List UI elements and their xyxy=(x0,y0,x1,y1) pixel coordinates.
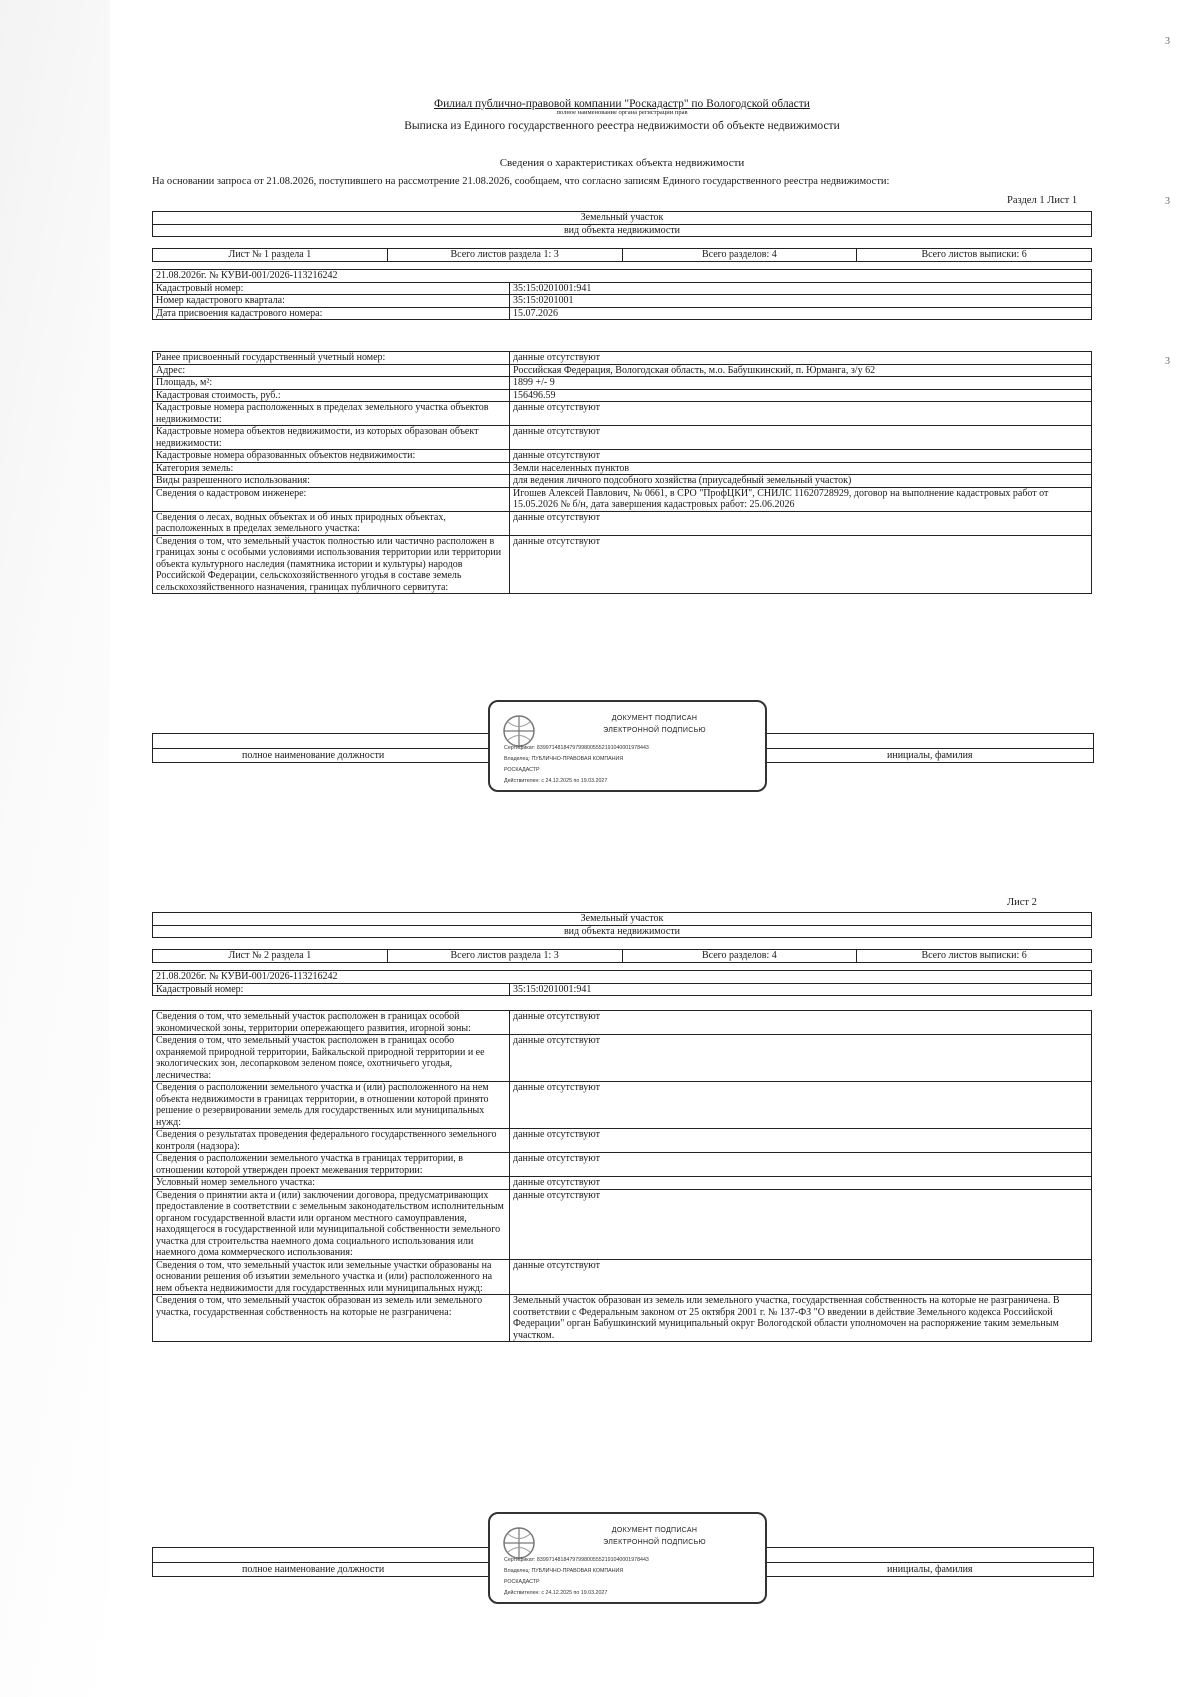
table-row: Сведения о расположении земельного участка в границах территории, в отношении которой утвержден проект межевания территории: данные отсутствуют xyxy=(153,1153,1092,1177)
stamp-cert: Сертификат: 83997148184797998005552191040001978443 xyxy=(504,1557,649,1563)
object-type: Земельный участок xyxy=(153,913,1092,926)
characteristics-table-2 xyxy=(152,1010,1092,1342)
stamp-line1: ДОКУМЕНТ ПОДПИСАН xyxy=(611,715,698,722)
stamp-line2: ЭЛЕКТРОННОЙ ПОДПИСЬЮ xyxy=(603,727,706,734)
table-row: Сведения о кадастровом инженере: Игошев Алексей Павлович, № 0661, в СРО "ПрофЦКИ", СНИЛС 11620728929, договор на выполнение кадастровых работ от 15.05.2026 № б/н, дата завершения кадастровых работ: 25.06.2026 xyxy=(153,487,1092,511)
table-row: Категория земель: Земли населенных пунктов xyxy=(153,462,1092,475)
table-row: Номер кадастрового квартала: 35:15:0201001 xyxy=(153,295,1092,308)
object-type: Земельный участок xyxy=(153,212,1092,225)
table-row: Условный номер земельного участка: данные отсутствуют xyxy=(153,1177,1092,1190)
table-row: Сведения о том, что земельный участок образован из земель или земельного участка, государственная собственность на которые не разграничена: Земельный участок образован из земель или земельного участка, государственная собственность на которые не разграничена. В соответствии с Федеральным законом от 25 октября 2001 г. № 137-ФЗ "О введении в действие Земельного кодекса Российской Федерации" орган Бабушкинский муниципальный округ Вологодской области уполномочен на распоряжение таким земельным участком. xyxy=(153,1295,1092,1342)
sections-total: Всего разделов: 4 xyxy=(622,950,857,963)
identifiers-table-2 xyxy=(152,970,1092,996)
scan-edge-shadow xyxy=(0,0,110,1697)
request-basis: На основании запроса от 21.08.2026, поступившего на рассмотрение 21.08.2026, сообщаем, что согласно записям Единого государственного реестра недвижимости: xyxy=(152,176,890,187)
table-row: Сведения о принятии акта и (или) заключении договора, предусматривающих предоставление в соответствии с земельным законодательством исполнительным органом государственной власти или органом местного самоуправления, находящегося в государственной или муниципальной собственности земельного участка для строительства наемного дома социального использования или наемного дома коммерческого использования: данные отсутствуют xyxy=(153,1189,1092,1259)
table-row: Кадастровая стоимость, руб.: 156496.59 xyxy=(153,389,1092,402)
object-type-table-2 xyxy=(152,912,1092,938)
sections-total: Всего разделов: 4 xyxy=(622,249,857,262)
document-title: Выписка из Единого государственного реестра недвижимости об объекте недвижимости xyxy=(404,120,840,132)
sheet-number: Лист № 2 раздела 1 xyxy=(153,950,388,963)
extract-sheets-total: Всего листов выписки: 6 xyxy=(857,950,1092,963)
table-row: Дата присвоения кадастрового номера: 15.07.2026 xyxy=(153,307,1092,320)
table-row: Ранее присвоенный государственный учетный номер: данные отсутствуют xyxy=(153,352,1092,365)
margin-mark: 3 xyxy=(1165,196,1170,207)
stamp-valid: Действителен: с 24.12.2025 по 19.03.2027 xyxy=(504,778,608,784)
document-subtitle: Сведения о характеристиках объекта недвижимости xyxy=(499,157,745,169)
roskadastr-logo-icon xyxy=(502,714,536,748)
table-row: Площадь, м²: 1899 +/- 9 xyxy=(153,377,1092,390)
table-row: Сведения о том, что земельный участок или земельные участки образованы на основании решения об изъятии земельного участка и (или) расположенного на нем объекта недвижимости для государственных или муниципальных нужд: данные отсутствуют xyxy=(153,1259,1092,1295)
table-row: Сведения о результатах проведения федерального государственного земельного контроля (надзора): данные отсутствуют xyxy=(153,1129,1092,1153)
object-type-table xyxy=(152,211,1092,237)
table-row: Кадастровый номер: 35:15:0201001:941 xyxy=(153,983,1092,996)
stamp-cert: Сертификат: 83997148184797998005552191040001978443 xyxy=(504,745,649,751)
table-row: Сведения о том, что земельный участок расположен в границах особо охраняемой природной территории, Байкальской природной территории и ее экологических зон, лесопарковом зеленом поясе, охотничьего угодья, лесничества: данные отсутствуют xyxy=(153,1035,1092,1082)
identifiers-table xyxy=(152,269,1092,320)
section-sheets-total: Всего листов раздела 1: 3 xyxy=(387,249,622,262)
stamp-line1: ДОКУМЕНТ ПОДПИСАН xyxy=(611,1527,698,1534)
stamp-owner2: РОСКАДАСТР xyxy=(504,767,540,773)
sheet-meta-table-2 xyxy=(152,949,1092,963)
sheet-label: Лист 2 xyxy=(1007,897,1037,908)
initials-caption: инициалы, фамилия xyxy=(887,1564,973,1575)
stamp-line2: ЭЛЕКТРОННОЙ ПОДПИСЬЮ xyxy=(603,1539,706,1546)
characteristics-table xyxy=(152,351,1092,594)
document-number: 21.08.2026г. № КУВИ-001/2026-113216242 xyxy=(153,971,1092,984)
initials-caption: инициалы, фамилия xyxy=(887,750,973,761)
table-row: Сведения о том, что земельный участок расположен в границах особой экономической зоны, территории опережающего развития, игорной зоны: данные отсутствуют xyxy=(153,1011,1092,1035)
object-type-caption: вид объекта недвижимости xyxy=(153,925,1092,938)
table-row: Сведения о расположении земельного участка и (или) расположенного на нем объекта недвижимости в границах территории, в отношении которой принято решение о резервировании земель для государственных или муниципальных нужд: данные отсутствуют xyxy=(153,1082,1092,1129)
stamp-owner: Владелец: ПУБЛИЧНО-ПРАВОВАЯ КОМПАНИЯ xyxy=(504,756,624,762)
roskadastr-logo-icon xyxy=(502,1526,536,1560)
table-row: Кадастровые номера объектов недвижимости, из которых образован объект недвижимости: данные отсутствуют xyxy=(153,426,1092,450)
table-row: Адрес: Российская Федерация, Вологодская область, м.о. Бабушкинский, п. Юрманга, з/у 62 xyxy=(153,364,1092,377)
section-sheets-total: Всего листов раздела 1: 3 xyxy=(387,950,622,963)
object-type-caption: вид объекта недвижимости xyxy=(153,224,1092,237)
extract-sheets-total: Всего листов выписки: 6 xyxy=(857,249,1092,262)
position-caption: полное наименование должности xyxy=(242,750,385,761)
electronic-signature-stamp-2 xyxy=(488,1512,767,1604)
table-row: Кадастровый номер: 35:15:0201001:941 xyxy=(153,282,1092,295)
stamp-owner: Владелец: ПУБЛИЧНО-ПРАВОВАЯ КОМПАНИЯ xyxy=(504,1568,624,1574)
electronic-signature-stamp xyxy=(488,700,767,792)
document-number: 21.08.2026г. № КУВИ-001/2026-113216242 xyxy=(153,270,1092,283)
org-name: Филиал публично-правовой компании "Роскадастр" по Вологодской области xyxy=(434,98,810,110)
stamp-owner2: РОСКАДАСТР xyxy=(504,1579,540,1585)
org-caption: полное наименование органа регистрации прав xyxy=(556,109,688,116)
margin-mark: 3 xyxy=(1165,36,1170,47)
sheet-meta-table xyxy=(152,248,1092,262)
table-row: Сведения о лесах, водных объектах и об иных природных объектах, расположенных в пределах земельного участка: данные отсутствуют xyxy=(153,511,1092,535)
section-sheet-label: Раздел 1 Лист 1 xyxy=(1007,195,1078,206)
sheet-number: Лист № 1 раздела 1 xyxy=(153,249,388,262)
table-row: Кадастровые номера расположенных в пределах земельного участка объектов недвижимости: данные отсутствуют xyxy=(153,402,1092,426)
table-row: Кадастровые номера образованных объектов недвижимости: данные отсутствуют xyxy=(153,450,1092,463)
stamp-valid: Действителен: с 24.12.2025 по 19.03.2027 xyxy=(504,1590,608,1596)
table-row: Виды разрешенного использования: для ведения личного подсобного хозяйства (приусадебный земельный участок) xyxy=(153,475,1092,488)
document-header xyxy=(152,98,1092,132)
position-caption: полное наименование должности xyxy=(242,1564,385,1575)
margin-mark: 3 xyxy=(1165,356,1170,367)
table-row: Сведения о том, что земельный участок полностью или частично расположен в границах зоны с особыми условиями использования территории или территории объекта культурного наследия (памятника истории и культуры) народов Российской Федерации, сельскохозяйственного угодья в составе земель сельскохозяйственного назначения, границах публичного сервитута: данные отсутствуют xyxy=(153,535,1092,594)
